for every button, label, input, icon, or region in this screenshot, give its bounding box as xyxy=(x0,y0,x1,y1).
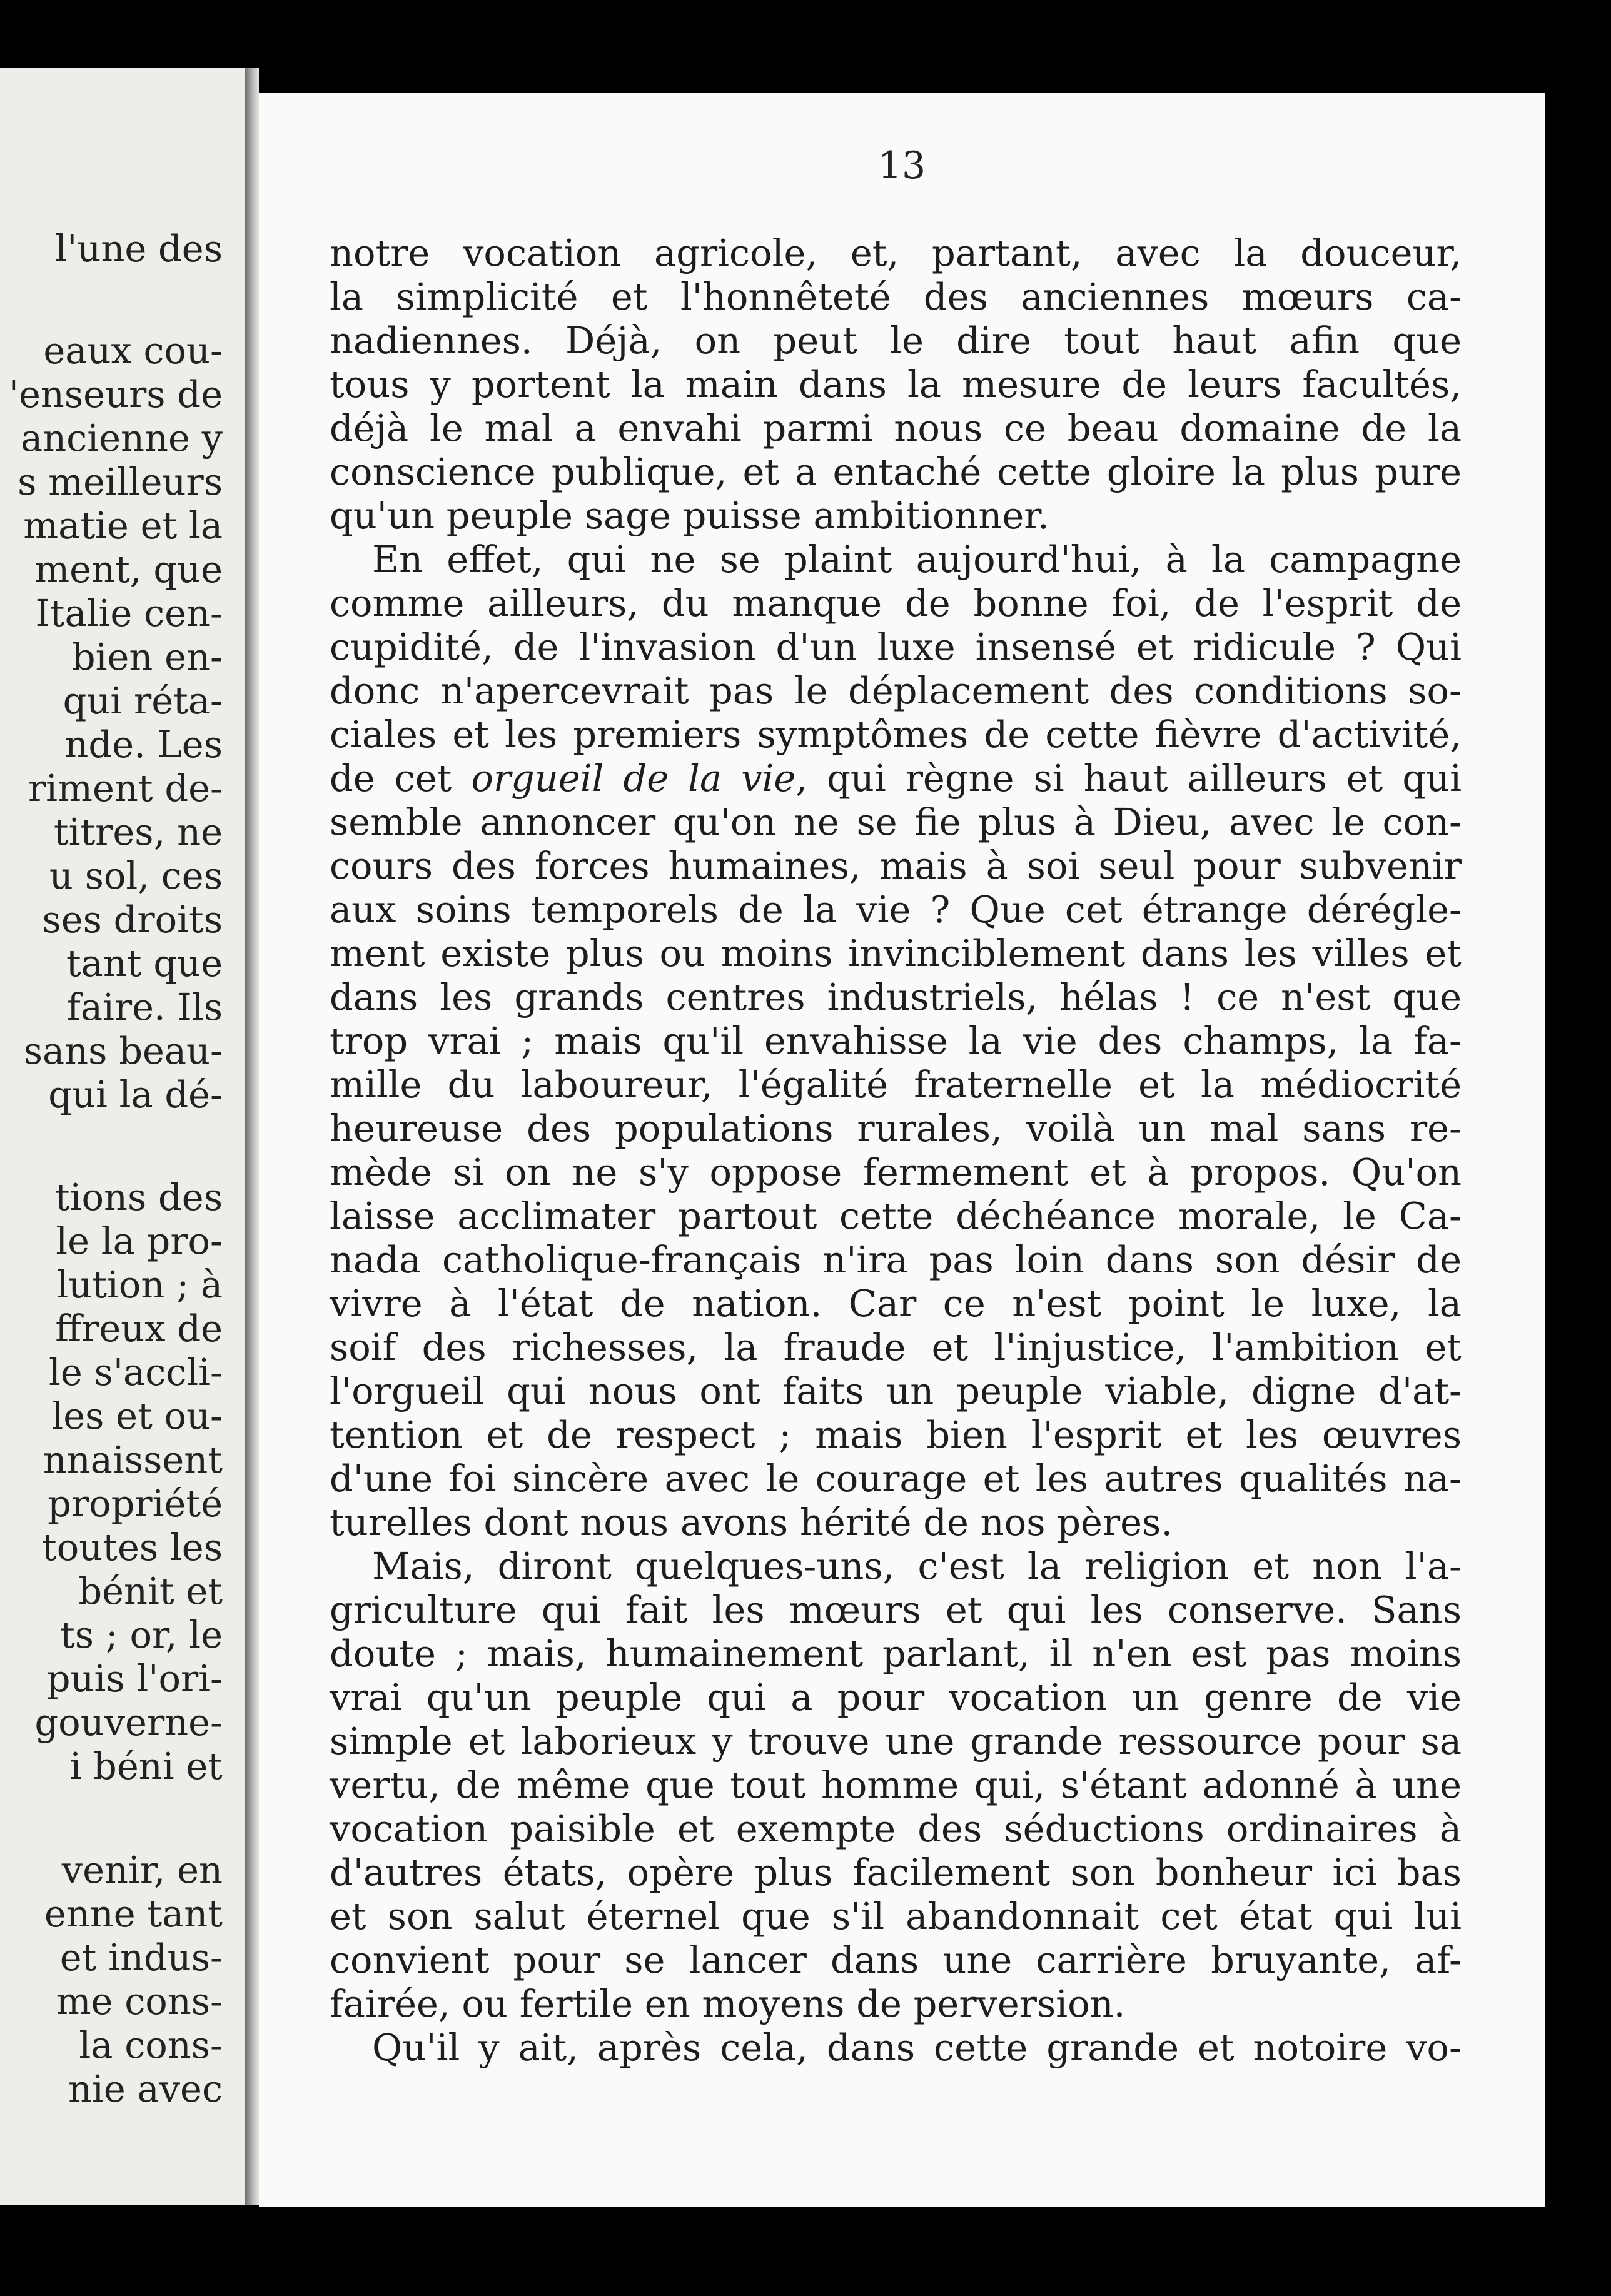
left-page-line: i béni et xyxy=(69,1745,223,1788)
left-page-line: la cons- xyxy=(79,2023,223,2067)
left-page-line: qui la dé- xyxy=(48,1073,223,1116)
text-line: conscience publique, et a entaché cette gloire la plus pure xyxy=(330,450,1462,493)
left-page-line: me cons- xyxy=(56,1980,223,2023)
text-line: et son salut éternel que s'il abandonnait cet état qui lui xyxy=(330,1895,1462,1938)
text-line: ciales et les premiers symptômes de cette fièvre d'activité, xyxy=(330,713,1462,756)
left-page-line: nde. Les xyxy=(64,723,223,766)
left-page-line: ancienne y xyxy=(20,416,223,460)
text-line: mède si on ne s'y oppose fermement et à propos. Qu'on xyxy=(330,1151,1462,1194)
text-line: vertu, de même que tout homme qui, s'étant adonné à une xyxy=(330,1763,1462,1806)
text-line: mille du laboureur, l'égalité fraternelle et la médiocrité xyxy=(330,1063,1462,1106)
text-line: comme ailleurs, du manque de bonne foi, de l'esprit de xyxy=(330,582,1462,625)
text-line: notre vocation agricole, et, partant, avec la douceur, xyxy=(330,231,1462,274)
right-page xyxy=(259,93,1545,2207)
left-page-line: nie avec xyxy=(68,2067,223,2110)
left-page-line: bénit et xyxy=(78,1569,223,1613)
left-page-line: titres, ne xyxy=(53,810,223,853)
text-line: la simplicité et l'honnêteté des anciennes mœurs ca- xyxy=(330,275,1462,318)
text-line: convient pour se lancer dans une carrière bruyante, af- xyxy=(330,1938,1462,1981)
text-line: Mais, diront quelques-uns, c'est la religion et non l'a- xyxy=(372,1544,1462,1588)
left-page-line: nnaissent xyxy=(43,1438,223,1481)
text-line: vocation paisible et exempte des séductions ordinaires à xyxy=(330,1807,1462,1850)
left-page-line: ses droits xyxy=(42,898,223,941)
text-line: nadiennes. Déjà, on peut le dire tout haut afin que xyxy=(330,319,1462,362)
left-page-line: ts ; or, le xyxy=(60,1613,223,1656)
left-page-line: venir, en xyxy=(61,1848,223,1891)
italic-phrase: orgueil de la vie xyxy=(471,757,796,800)
text-line: Qu'il y ait, après cela, dans cette grande et notoire vo- xyxy=(372,2026,1462,2069)
text-line: En effet, qui ne se plaint aujourd'hui, à la campagne xyxy=(372,538,1462,581)
left-page-line: l'une des xyxy=(55,227,223,270)
text-line: turelles dont nous avons hérité de nos pères. xyxy=(330,1501,1173,1544)
text-run: , qui règne si haut ailleurs et qui xyxy=(795,757,1462,800)
left-page-line: 'enseurs de xyxy=(8,373,223,416)
text-run: de cet xyxy=(330,757,472,800)
text-line: cours des forces humaines, mais à soi seul pour subvenir xyxy=(330,844,1462,887)
text-line: fairée, ou fertile en moyens de perversion. xyxy=(330,1982,1126,2025)
left-page-line: gouverne- xyxy=(34,1701,223,1744)
text-line: vrai qu'un peuple qui a pour vocation un genre de vie xyxy=(330,1676,1462,1719)
text-line: l'orgueil qui nous ont faits un peuple viable, digne d'at- xyxy=(330,1369,1462,1412)
left-page-fragment xyxy=(0,68,245,2205)
left-page-line: matie et la xyxy=(23,504,223,547)
text-line: soif des richesses, la fraude et l'injustice, l'ambition et xyxy=(330,1326,1462,1369)
text-line: d'une foi sincère avec le courage et les autres qualités na- xyxy=(330,1457,1462,1500)
text-line: laisse acclimater partout cette déchéance morale, le Ca- xyxy=(330,1194,1462,1237)
left-page-line: lution ; à xyxy=(56,1263,223,1306)
text-line: tention et de respect ; mais bien l'esprit et les œuvres xyxy=(330,1413,1462,1456)
left-page-line: faire. Ils xyxy=(67,985,223,1029)
left-page-line: puis l'ori- xyxy=(46,1657,223,1700)
left-page-line: ffreux de xyxy=(55,1307,223,1350)
page-number: 13 xyxy=(877,144,926,188)
text-line: doute ; mais, humainement parlant, il n'en est pas moins xyxy=(330,1632,1462,1675)
text-line: nada catholique-français n'ira pas loin dans son désir de xyxy=(330,1238,1462,1281)
text-line: griculture qui fait les mœurs et qui les conserve. Sans xyxy=(330,1588,1462,1631)
left-page-line: tions des xyxy=(54,1176,223,1219)
left-page-line: toutes les xyxy=(42,1526,223,1569)
left-page-line: Italie cen- xyxy=(35,592,223,635)
text-line: simple et laborieux y trouve une grande ressource pour sa xyxy=(330,1719,1462,1763)
text-line: déjà le mal a envahi parmi nous ce beau domaine de la xyxy=(330,406,1462,450)
text-line: donc n'apercevrait pas le déplacement des conditions so- xyxy=(330,669,1462,712)
left-page-line: s meilleurs xyxy=(18,460,223,503)
left-page-line: propriété xyxy=(48,1482,223,1525)
text-line: dans les grands centres industriels, hélas ! ce n'est que xyxy=(330,975,1462,1019)
left-page-line: sans beau- xyxy=(23,1029,223,1072)
text-line xyxy=(330,757,1462,800)
left-page-line: riment de- xyxy=(28,767,223,810)
left-page-line: u sol, ces xyxy=(49,854,223,897)
left-page-line: ment, que xyxy=(34,548,223,591)
text-line: ment existe plus ou moins invinciblement dans les villes et xyxy=(330,932,1462,975)
text-line: tous y portent la main dans la mesure de leurs facultés, xyxy=(330,363,1462,406)
left-page-line: qui réta- xyxy=(63,679,223,722)
left-page-line: et indus- xyxy=(59,1936,223,1979)
text-line: heureuse des populations rurales, voilà un mal sans re- xyxy=(330,1107,1462,1150)
left-page-line: eaux cou- xyxy=(43,329,223,372)
text-line: d'autres états, opère plus facilement son bonheur ici bas xyxy=(330,1851,1462,1894)
book-gutter xyxy=(245,68,259,2205)
left-page-line: le s'accli- xyxy=(49,1351,223,1394)
text-line: qu'un peuple sage puisse ambitionner. xyxy=(330,494,1049,537)
left-page-line: bien en- xyxy=(71,635,223,678)
left-page-line: tant que xyxy=(66,942,223,985)
left-page-line: enne tant xyxy=(44,1892,223,1935)
text-line: aux soins temporels de la vie ? Que cet étrange dérégle- xyxy=(330,888,1462,931)
text-line: vivre à l'état de nation. Car ce n'est point le luxe, la xyxy=(330,1282,1462,1325)
text-line: trop vrai ; mais qu'il envahisse la vie des champs, la fa- xyxy=(330,1019,1462,1062)
left-page-line: le la pro- xyxy=(56,1219,223,1262)
text-line: cupidité, de l'invasion d'un luxe insensé et ridicule ? Qui xyxy=(330,625,1462,668)
left-page-line: les et ou- xyxy=(51,1394,223,1438)
text-line: semble annoncer qu'on ne se fie plus à Dieu, avec le con- xyxy=(330,800,1462,843)
